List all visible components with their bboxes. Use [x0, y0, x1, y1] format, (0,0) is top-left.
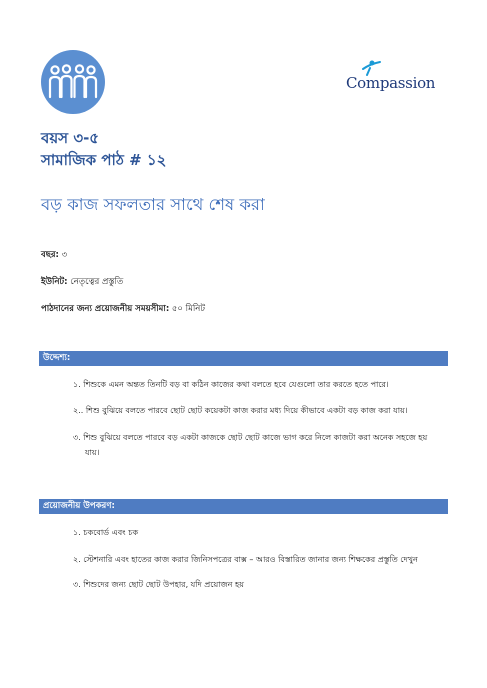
meta-unit	[41, 275, 123, 289]
lesson-heading: সামাজিক পাঠ # ১২	[41, 151, 167, 169]
people-group-icon	[41, 50, 105, 114]
year-value: ৩	[61, 250, 68, 260]
objectives-heading: উদ্দেশ্য:	[39, 351, 448, 366]
meta-year	[41, 248, 67, 262]
unit-value: নেতৃত্বের প্রস্তুতি	[70, 277, 124, 287]
objective-item: ১. শিশুকে এমন অন্তত তিনটি বড় বা কঠিন কাজের কথা বলতে হবে যেগুলো তার করতে হতে পারে।	[73, 380, 389, 389]
material-item: ৩. শিশুদের জন্য ছোট ছোট উপহার, যদি প্রয়োজন হয়	[73, 580, 244, 589]
objective-item: ২.. শিশু বুঝিয়ে বলতে পারবে ছোট ছোট কয়েকটা কাজ করার মধ্য দিয়ে কীভাবে একটা বড় কাজ করা যায়।	[73, 406, 408, 415]
age-heading: বয়স ৩-৫	[41, 129, 100, 147]
time-value: ৫০ মিনিট	[171, 304, 205, 314]
objective-item-continued: যায়।	[85, 448, 100, 457]
compassion-logo	[346, 66, 450, 96]
page-title: বড় কাজ সফলতার সাথে শেষ করা	[41, 195, 265, 214]
unit-label: ইউনিট:	[41, 277, 68, 287]
material-item: ১. চকবোর্ড এবং চক	[73, 528, 139, 537]
time-label: পাঠদানের জন্য প্রয়োজনীয় সময়সীমা:	[41, 304, 170, 314]
meta-time	[41, 302, 205, 316]
brand-name: Compassion	[346, 74, 436, 92]
year-label: বছর:	[41, 250, 59, 260]
materials-heading: প্রয়োজনীয় উপকরণ:	[39, 499, 448, 514]
objective-item: ৩. শিশু বুঝিয়ে বলতে পারবে বড় একটা কাজকে ছোট ছোট কাজে ভাগ করে নিলে কাজটা করা অনেক সহজে হয়	[73, 433, 428, 442]
material-item: ২. স্টেশনারি এবং হাতের কাজ করার জিনিসপত্রের বাক্স – আরও বিস্তারিত জানার জন্য শিক্ষকের প্রস্তুতি দেখুন	[73, 555, 418, 564]
